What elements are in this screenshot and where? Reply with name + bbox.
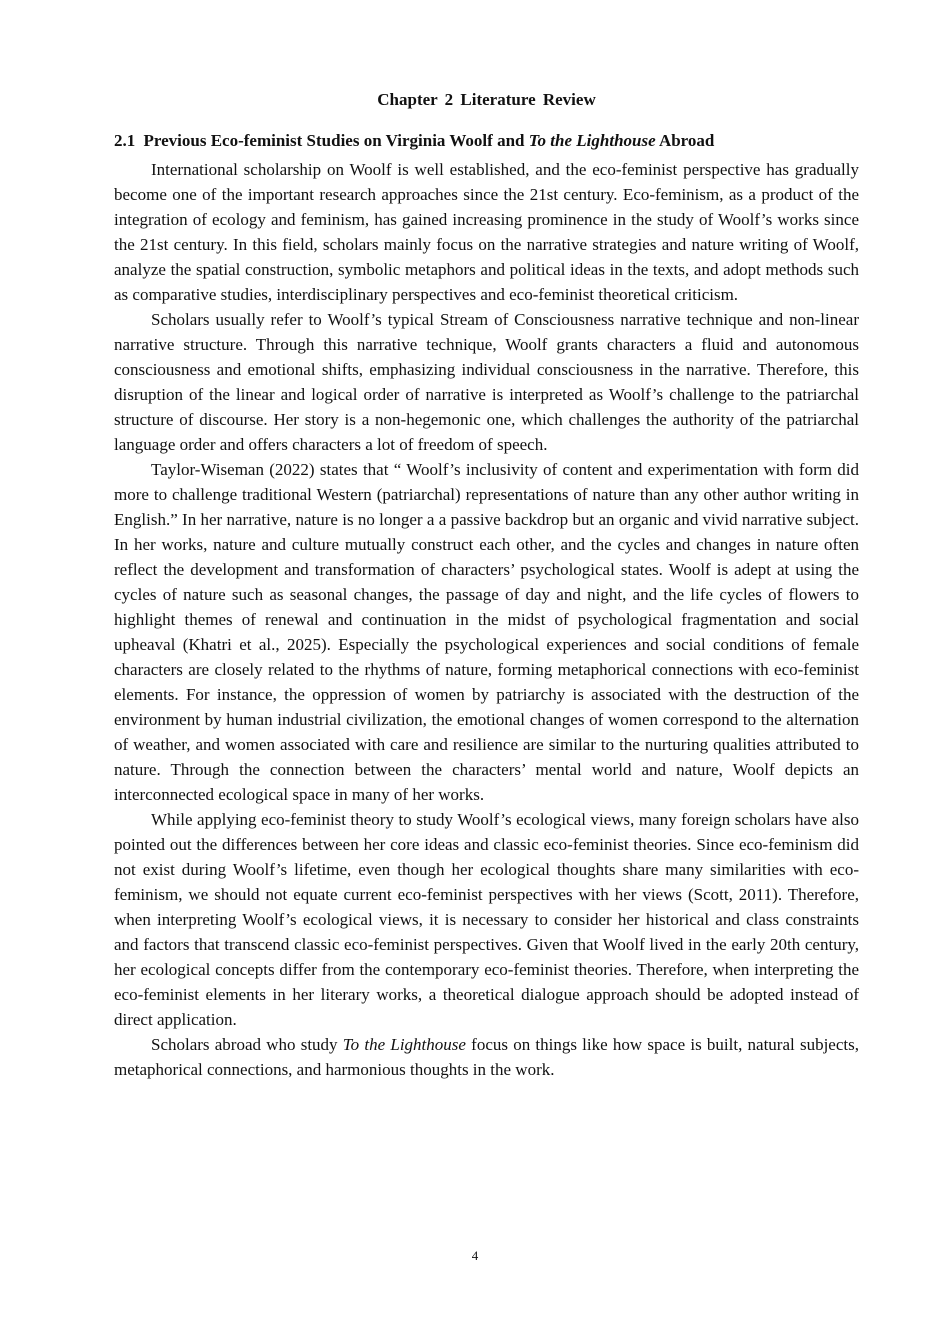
paragraph-3: Taylor-Wiseman (2022) states that “ Woolf’s inclusivity of content and experimentation with form did more to challenge traditional Western (patriarchal) representations of nature than any other author writing in English.” In her narrative, nature is no longer a a passive backdrop but an organic and vivid narrative subject. In her works, nature and culture mutually construct each other, and the cycles and changes in nature often reflect the development and transformation of characters’ psychological states. Woolf is adept at using the cycles of nature such as seasonal changes, the passage of day and night, and the life cycles of flowers to highlight themes of renewal and continuation in the midst of psychological fragmentation and social upheaval (Khatri et al., 2025). Especially the psychological experiences and social conditions of female characters are closely related to the rhythms of nature, forming metaphorical connections with eco-feminist elements. For instance, the oppression of women by patriarchy is associated with the destruction of the environment by human industrial civilization, the emotional changes of women correspond to the alternation of weather, and women associated with care and resilience are similar to the nurturing qualities attributed to nature. Through the connection between the characters’ mental world and nature, Woolf depicts an interconnected ecological space in many of her works. [114,460,859,804]
paragraph-4: While applying eco-feminist theory to study Woolf’s ecological views, many foreign scholars have also pointed out the differences between her core ideas and classic eco-feminist theories. Since eco-feminism did not exist during Woolf’s lifetime, even though her ecological thoughts share many similarities with eco-feminism, we should not equate current eco-feminist perspectives with her views (Scott, 2011). Therefore, when interpreting Woolf’s ecological views, it is necessary to consider her historical and class constraints and factors that transcend classic eco-feminist perspectives. Given that Woolf lived in the early 20th century, her ecological concepts differ from the contemporary eco-feminist theories. Therefore, when interpreting the eco-feminist elements in her literary works, a theoretical dialogue approach should be adopted instead of direct application. [114,810,859,1029]
paragraph-2: Scholars usually refer to Woolf’s typical Stream of Consciousness narrative technique and non-linear narrative structure. Through this narrative technique, Woolf grants characters a fluid and autonomous consciousness and emotional shifts, emphasizing individual consciousness in the narrative. Therefore, this disruption of the linear and logical order of narrative is interpreted as Woolf’s challenge to the patriarchal structure of discourse. Her story is a non-hegemonic one, which challenges the authority of the patriarchal language order and offers characters a lot of freedom of speech. [114,310,859,454]
paragraph-5-end: focus on things like how space is built, natural subjects, metaphorical connections, and harmonious thoughts in the work. [114,1035,859,1079]
section-title-text: Previous Eco-feminist Studies on Virginia Woolf and [143,131,529,150]
paragraph-5 [114,1032,859,1082]
paragraph-5-book-title: To the Lighthouse [342,1035,466,1054]
paragraph-5-start: Scholars abroad who study [151,1035,343,1054]
page-number: 4 [471,1248,479,1263]
section-title-book: To the Lighthouse [528,131,656,150]
section-number: 2.1 [114,131,136,150]
paragraph-1: International scholarship on Woolf is well established, and the eco-feminist perspective has gradually become one of the important research approaches since the 21st century. Eco-feminism, as a product of the integration of ecology and feminism, has gained increasing prominence in the study of Woolf’s works since the 21st century. In this field, scholars mainly focus on the narrative strategies and nature writing of Woolf, analyze the spatial construction, symbolic metaphors and political ideas in the texts, and adopt methods such as comparative studies, interdisciplinary perspectives and eco-feminist theoretical criticism. [114,160,859,304]
chapter-title: Chapter 2 Literature Review [377,90,596,109]
document-page [114,88,859,1082]
section-title-end: Abroad [655,131,715,150]
section-heading [114,129,859,153]
